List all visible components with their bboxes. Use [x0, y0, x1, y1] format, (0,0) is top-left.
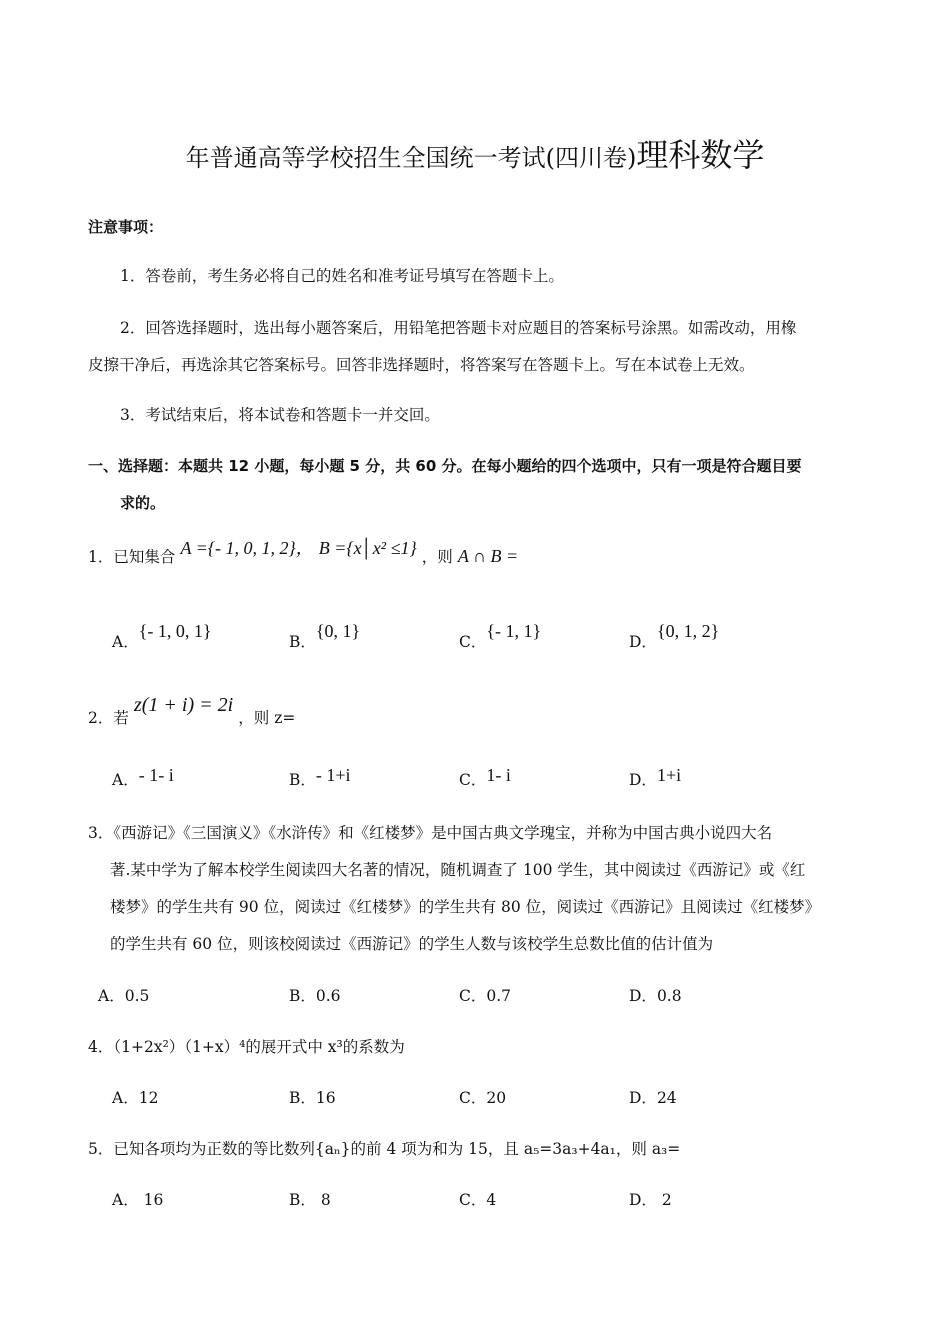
notice-item-2-line-2: 皮擦干净后，再选涂其它答案标号。回答非选择题时，将答案写在答题卡上。写在本试卷上无效。	[88, 356, 755, 374]
q2-expr: z(1 + i) = 2i	[133, 694, 234, 716]
q5-option-d: D． 2	[629, 1191, 672, 1209]
q1-option-b: B．{0, 1}	[289, 621, 361, 651]
q1-option-c: C．{- 1, 1}	[459, 621, 542, 651]
q1-set-b: B ={x│x² ≤1}	[318, 538, 417, 558]
q1-set-a: A ={- 1, 0, 1, 2}，	[180, 538, 314, 558]
question-4: 4．（1+2x²）（1+x）⁴的展开式中 x³的系数为	[88, 1038, 405, 1056]
section-heading-line-1: 一、选择题：本题共 12 小题，每小题 5 分，共 60 分。在每小题给的四个选项中，只有一项是符合题目要	[88, 457, 802, 475]
notice-item-3: 3．考试结束后，将本试卷和答题卡一并交回。	[120, 406, 440, 424]
q2-option-c: C．1- i	[459, 765, 511, 789]
q1-prefix: 1．已知集合	[88, 548, 176, 566]
q4-option-d: D．24	[629, 1089, 677, 1107]
q2-suffix: ，则 z=	[238, 709, 296, 727]
q4-option-a: A．12	[112, 1089, 159, 1107]
q3-line-4: 的学生共有 60 位，则该校阅读过《西游记》的学生人数与该校学生总数比值的估计值为	[110, 935, 714, 953]
q3-line-1: 3．《西游记》《三国演义》《水浒传》和《红楼梦》是中国古典文学瑰宝，并称为中国古典小说四大名	[88, 824, 773, 842]
notice-heading: 注意事项：	[88, 218, 164, 236]
title-main: 年普通高等学校招生全国统一考试(四川卷)	[185, 144, 637, 172]
q1-expr: A ∩ B =	[457, 546, 519, 566]
q5-option-c: C．4	[459, 1191, 497, 1209]
q3-option-a: A．0.5	[98, 987, 150, 1005]
q3-option-c: C．0.7	[459, 987, 512, 1005]
q3-line-3: 楼梦》的学生共有 90 位，阅读过《红楼梦》的学生共有 80 位，阅读过《西游记》且阅读过《红楼梦》	[110, 898, 821, 916]
q2-prefix: 2．若	[88, 709, 129, 727]
q3-option-d: D．0.8	[629, 987, 682, 1005]
q1-suffix: ，则	[421, 548, 453, 566]
notice-item-2-line-1: 2．回答选择题时，选出每小题答案后，用铅笔把答题卡对应题目的答案标号涂黑。如需改动，用橡	[120, 319, 797, 337]
question-2	[88, 694, 296, 729]
q4-option-b: B．16	[289, 1089, 336, 1107]
q3-option-b: B．0.6	[289, 987, 341, 1005]
page-title	[0, 130, 950, 176]
q2-option-a: A．- 1- i	[112, 765, 174, 789]
q2-option-d: D．1+i	[629, 765, 682, 789]
question-5: 5．已知各项均为正数的等比数列{aₙ}的前 4 项为和为 15，且 a₅=3a₃+4a₁，则 a₃=	[88, 1140, 681, 1158]
title-emph: 理科数学	[636, 136, 765, 174]
q5-option-b: B． 8	[289, 1191, 331, 1209]
notice-item-1: 1．答卷前，考生务必将自己的姓名和准考证号填写在答题卡上。	[120, 267, 564, 285]
q5-option-a: A． 16	[112, 1191, 164, 1209]
q4-option-c: C．20	[459, 1089, 507, 1107]
question-1	[88, 538, 519, 568]
q1-option-d: D．{0, 1, 2}	[629, 621, 720, 651]
q1-option-a: A．{- 1, 0, 1}	[112, 621, 212, 651]
q3-line-2: 著.某中学为了解本校学生阅读四大名著的情况，随机调查了 100 学生，其中阅读过《西游记》或《红	[110, 861, 806, 879]
q2-option-b: B．- 1+i	[289, 765, 351, 789]
section-heading-line-2: 求的。	[120, 494, 166, 512]
